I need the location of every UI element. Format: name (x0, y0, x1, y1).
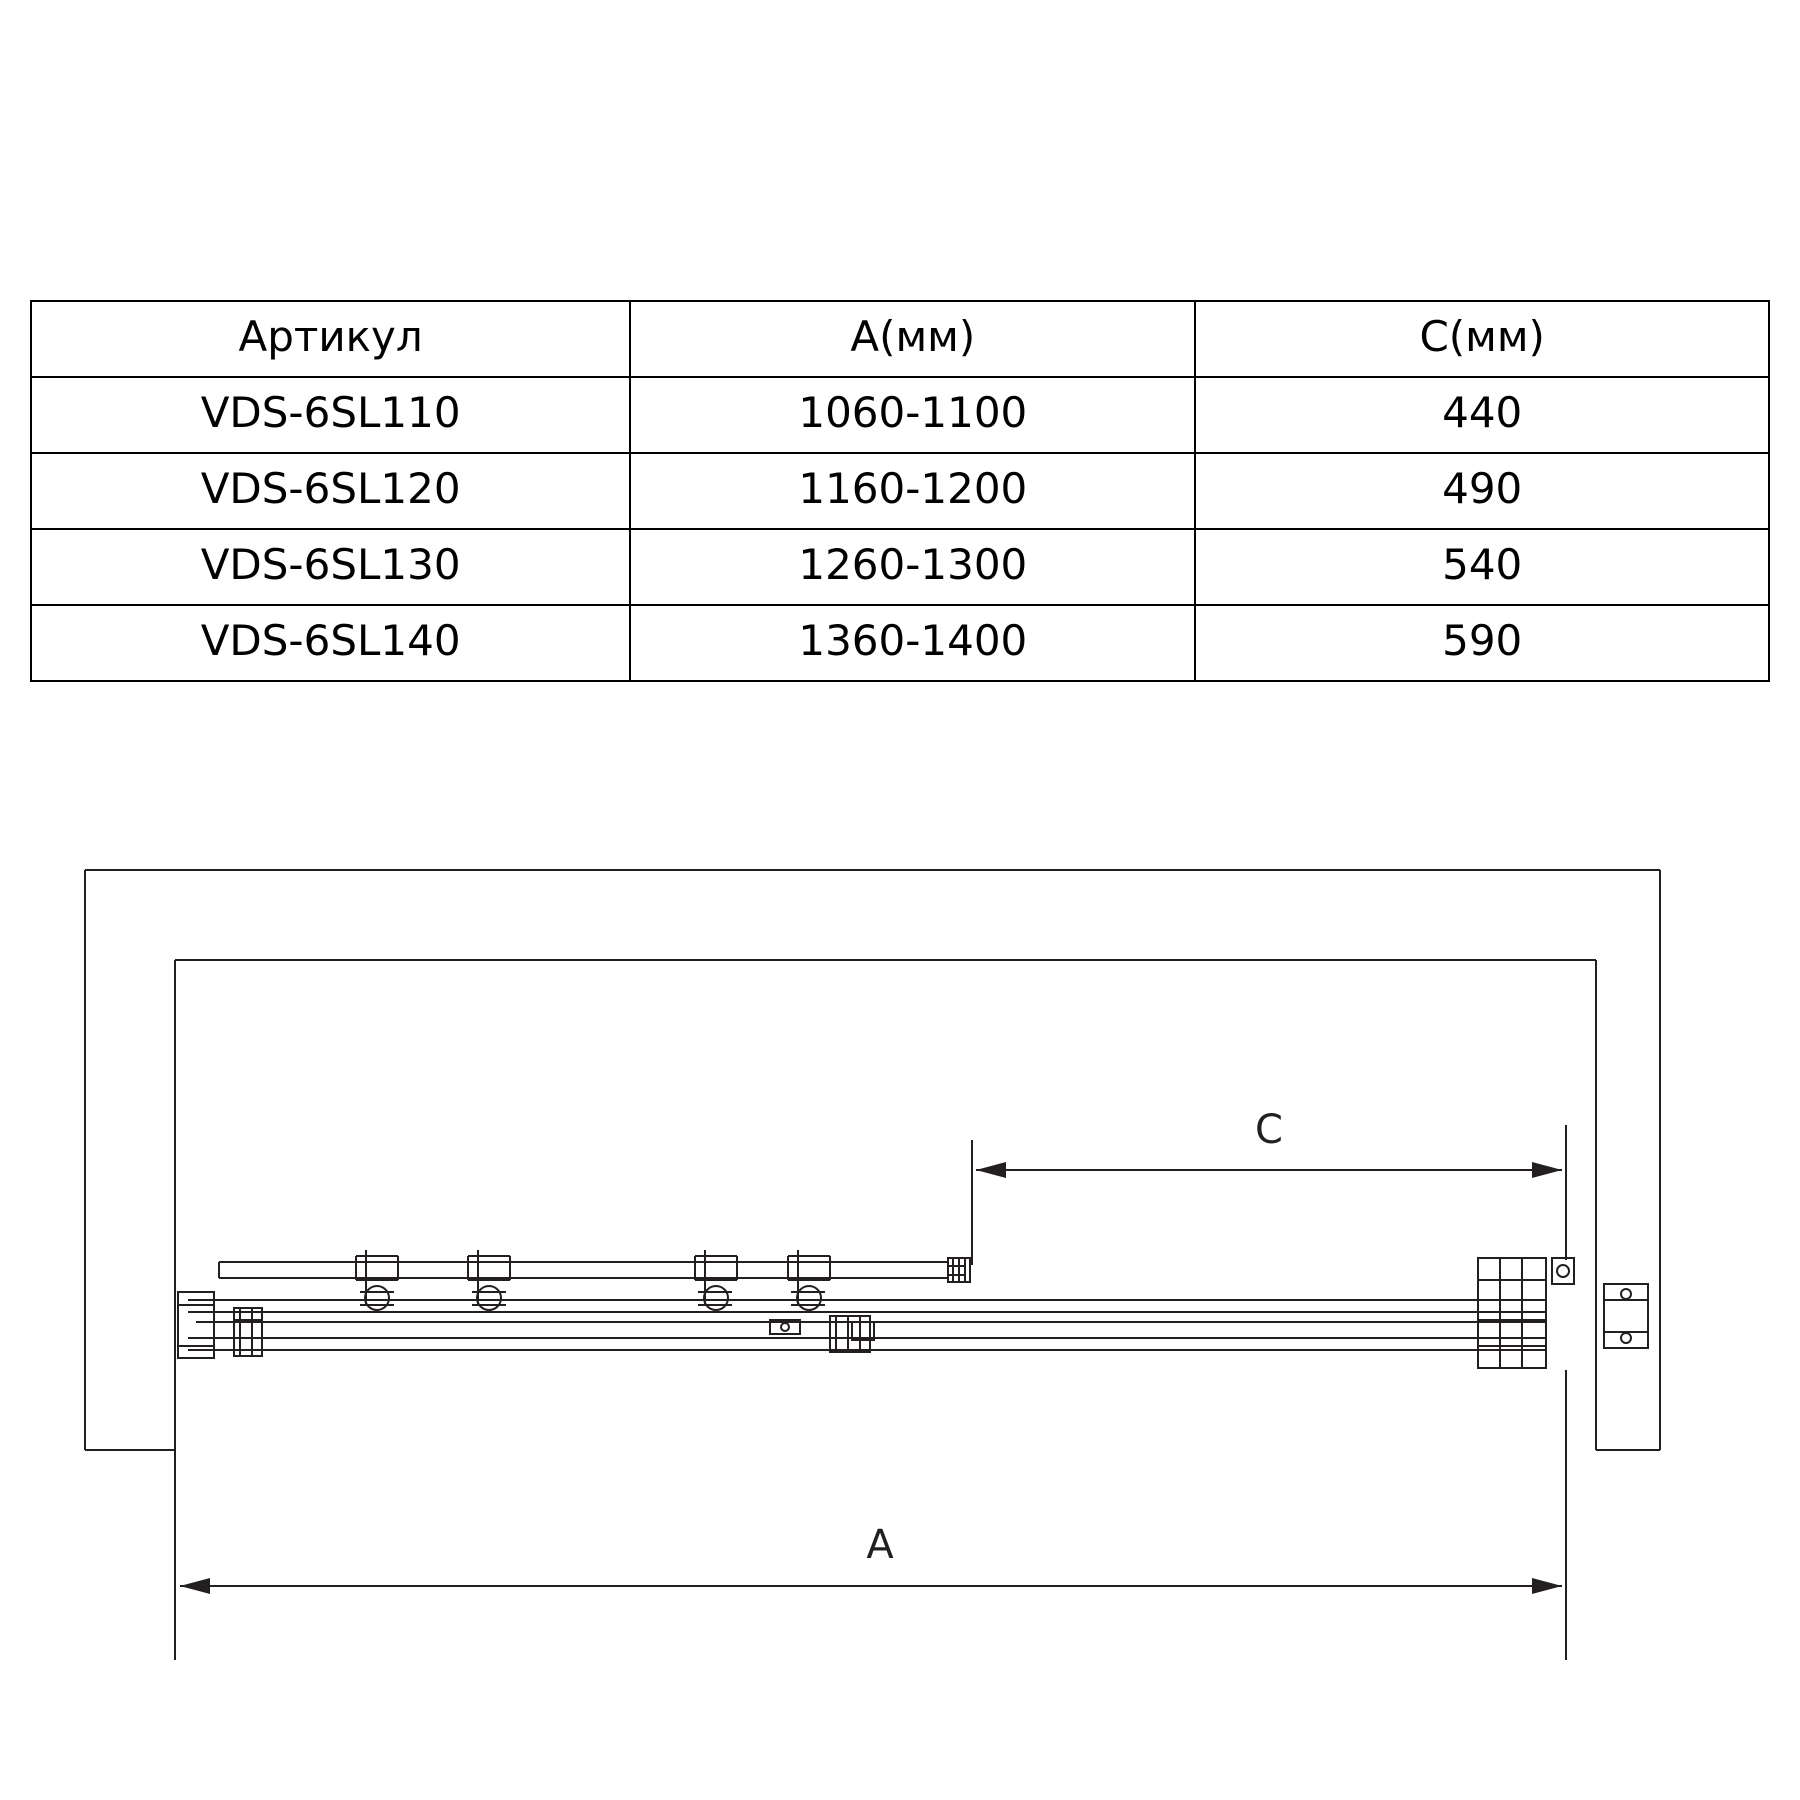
cell-a: 1360-1400 (630, 605, 1195, 681)
table-row (31, 605, 1769, 681)
door-bottom-guide (830, 1316, 874, 1352)
dimension-a (175, 1360, 1566, 1660)
cell-article: VDS-6SL120 (31, 453, 630, 529)
column-header-c: C(мм) (1195, 301, 1769, 377)
specification-table (30, 300, 1770, 682)
cell-a: 1260-1300 (630, 529, 1195, 605)
table-row (31, 529, 1769, 605)
cell-c: 540 (1195, 529, 1769, 605)
cell-c: 590 (1195, 605, 1769, 681)
cell-c: 490 (1195, 453, 1769, 529)
fixed-panel-top-rail (219, 1262, 965, 1278)
table-row (31, 453, 1769, 529)
cell-article: VDS-6SL130 (31, 529, 630, 605)
dimension-c (972, 1107, 1566, 1265)
cell-c: 440 (1195, 377, 1769, 453)
niche-outline (85, 870, 1660, 1450)
column-header-a: A(мм) (630, 301, 1195, 377)
dimension-a-label: A (866, 1522, 894, 1568)
cell-article: VDS-6SL140 (31, 605, 630, 681)
technical-drawing (0, 760, 1800, 1800)
cell-a: 1160-1200 (630, 453, 1195, 529)
dimension-c-label: C (1255, 1107, 1283, 1153)
left-wall-profile (178, 1292, 262, 1358)
spec-table (30, 300, 1770, 682)
column-header-article: Артикул (31, 301, 630, 377)
wall-mount-bracket (1604, 1284, 1648, 1348)
table-row (31, 377, 1769, 453)
shower-door-assembly (178, 1250, 1648, 1368)
top-rail-end-cap (948, 1258, 970, 1282)
track-rail (188, 1300, 1546, 1350)
cell-a: 1060-1100 (630, 377, 1195, 453)
cell-article: VDS-6SL110 (31, 377, 630, 453)
table-header-row (31, 301, 1769, 377)
